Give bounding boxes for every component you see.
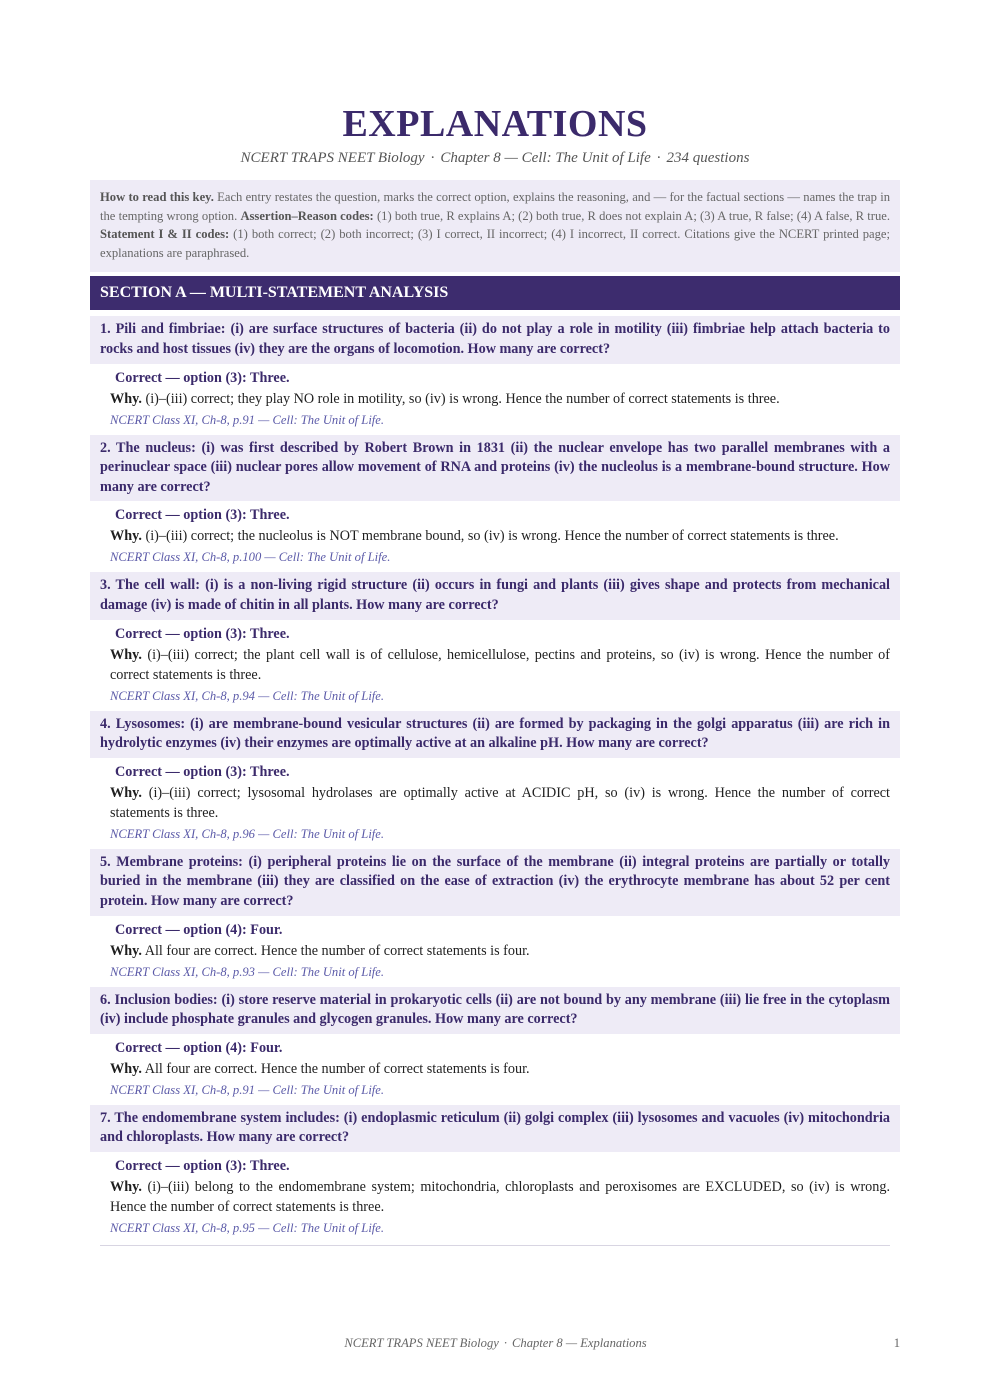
question-text: 5. Membrane proteins: (i) peripheral proteins lie on the surface of the membrane (ii) integral proteins are partially or totally buried in the membrane (iii) they are classified on the ease of extraction (iv) the erythrocyte membrane has about 52 per cent protein. How many are correct? <box>90 849 900 916</box>
page-number: 1 <box>893 1336 900 1350</box>
statement-codes-label: Statement I & II codes: <box>100 227 230 242</box>
citation: NCERT Class XI, Ch-8, p.91 — Cell: The Unit of Life. <box>110 412 385 427</box>
page-footer <box>0 1336 991 1351</box>
why-body: (i)–(iii) correct; lysosomal hydrolases are optimally active at ACIDIC pH, so (iv) is wrong. Hence the number of correct statements is three. <box>110 784 890 821</box>
document-page <box>90 100 900 1246</box>
citation: NCERT Class XI, Ch-8, p.91 — Cell: The Unit of Life. <box>110 1082 385 1097</box>
explanation-item <box>90 987 900 1099</box>
correct-answer: Correct — option (4): Four. <box>115 921 283 938</box>
why-body: (i)–(iii) correct; the nucleolus is NOT membrane bound, so (iv) is wrong. Hence the number of correct statements is three. <box>141 528 839 545</box>
explanation-text <box>90 526 900 546</box>
why-label: Why. <box>110 784 142 801</box>
subtitle-separator: · <box>430 150 435 166</box>
howto-lead: How to read this key. <box>100 190 214 204</box>
why-label: Why. <box>110 1060 142 1077</box>
why-body: All four are correct. Hence the number of correct statements is four. <box>141 1060 530 1077</box>
explanation-list <box>90 316 900 1237</box>
page-subtitle <box>90 148 900 168</box>
question-text: 3. The cell wall: (i) is a non-living rigid structure (ii) occurs in fungi and plants (iii) gives shape and protects from mechanical damage (iv) is made of chitin in all plants. How many are correct? <box>90 572 900 619</box>
question-text: 6. Inclusion bodies: (i) store reserve material in prokaryotic cells (ii) are not bound by any membrane (iii) lie free in the cytoplasm (iv) include phosphate granules and glycogen granules. How many are correct? <box>90 987 900 1034</box>
question-text: 7. The endomembrane system includes: (i) endoplasmic reticulum (ii) golgi complex (iii) lysosomes and vacuoles (iv) mitochondria and chloroplasts. How many are correct? <box>90 1105 900 1152</box>
explanation-item <box>90 849 900 981</box>
footer-book: NCERT TRAPS NEET Biology <box>344 1336 499 1350</box>
subtitle-separator: · <box>656 150 661 166</box>
subtitle-count: 234 questions <box>666 150 750 166</box>
divider <box>100 1245 890 1246</box>
correct-answer: Correct — option (3): Three. <box>115 507 290 524</box>
correct-answer: Correct — option (4): Four. <box>115 1039 283 1056</box>
explanation-text <box>90 645 900 685</box>
why-label: Why. <box>110 390 142 407</box>
statement-codes-text: (1) both correct; (2) both incorrect; (3) I correct, II incorrect; (4) I incorrect, II correct. Citations give the NCERT printed page; explanations are paraphrased. <box>100 227 891 260</box>
why-label: Why. <box>110 1178 142 1195</box>
correct-answer: Correct — option (3): Three. <box>115 625 290 642</box>
why-body: (i)–(iii) correct; they play NO role in motility, so (iv) is wrong. Hence the number of correct statements is three. <box>141 390 780 407</box>
question-text: 4. Lysosomes: (i) are membrane-bound vesicular structures (ii) are formed by packaging in the golgi apparatus (iii) are rich in hydrolytic enzymes (iv) their enzymes are optimally active at an alkaline pH. How many are correct? <box>90 711 900 758</box>
assertion-reason-label: Assertion–Reason codes: <box>240 208 374 223</box>
why-body: (i)–(iii) belong to the endomembrane system; mitochondria, chloroplasts and peroxisomes are EXCLUDED, so (iv) is wrong. Hence the number of correct statements is three. <box>110 1178 890 1215</box>
citation: NCERT Class XI, Ch-8, p.93 — Cell: The Unit of Life. <box>110 964 385 979</box>
explanation-item <box>90 572 900 704</box>
explanation-text <box>90 1177 900 1217</box>
page-title: EXPLANATIONS <box>342 103 648 145</box>
citation: NCERT Class XI, Ch-8, p.100 — Cell: The Unit of Life. <box>110 550 391 565</box>
section-header: SECTION A — MULTI-STATEMENT ANALYSIS <box>90 276 900 310</box>
subtitle-chapter: Chapter 8 — Cell: The Unit of Life <box>440 150 651 166</box>
explanation-text <box>90 389 900 409</box>
explanation-item <box>90 1105 900 1237</box>
citation: NCERT Class XI, Ch-8, p.94 — Cell: The Unit of Life. <box>110 688 385 703</box>
subtitle-book: NCERT TRAPS NEET Biology <box>240 150 425 166</box>
correct-answer: Correct — option (3): Three. <box>115 369 290 386</box>
explanation-text <box>90 941 900 961</box>
how-to-read-box <box>90 180 900 272</box>
howto-text: Each entry restates the question, marks the correct option, explains the reasoning, and — for the factual sections — names the trap in the tempting wrong option. <box>100 190 890 223</box>
explanation-item <box>90 435 900 567</box>
why-label: Why. <box>110 646 142 663</box>
explanation-text <box>90 783 900 823</box>
explanation-text <box>90 1059 900 1079</box>
assertion-reason-text: (1) both true, R explains A; (2) both true, R does not explain A; (3) A true, R false; (4) A false, R true. <box>373 208 890 223</box>
footer-chapter: Chapter 8 — Explanations <box>512 1336 647 1350</box>
citation: NCERT Class XI, Ch-8, p.96 — Cell: The Unit of Life. <box>110 826 385 841</box>
why-body: (i)–(iii) correct; the plant cell wall is of cellulose, hemicellulose, pectins and proteins, so (iv) is wrong. Hence the number of correct statements is three. <box>110 646 890 683</box>
explanation-item <box>90 711 900 843</box>
why-label: Why. <box>110 528 142 545</box>
citation: NCERT Class XI, Ch-8, p.95 — Cell: The Unit of Life. <box>110 1220 385 1235</box>
correct-answer: Correct — option (3): Three. <box>115 763 290 780</box>
why-body: All four are correct. Hence the number of correct statements is four. <box>141 942 530 959</box>
question-text: 2. The nucleus: (i) was first described by Robert Brown in 1831 (ii) the nuclear envelope has two parallel membranes with a perinuclear space (iii) nuclear pores allow movement of RNA and proteins (iv) the nucleolus is a membrane-bound structure. How many are correct? <box>90 435 900 502</box>
why-label: Why. <box>110 942 142 959</box>
question-text: 1. Pili and fimbriae: (i) are surface structures of bacteria (ii) do not play a role in motility (iii) fimbriae help attach bacteria to rocks and host tissues (iv) they are the organs of locomotion. How many are correct? <box>90 316 900 363</box>
footer-separator: · <box>503 1336 507 1350</box>
explanation-item <box>90 316 900 428</box>
correct-answer: Correct — option (3): Three. <box>115 1157 290 1174</box>
